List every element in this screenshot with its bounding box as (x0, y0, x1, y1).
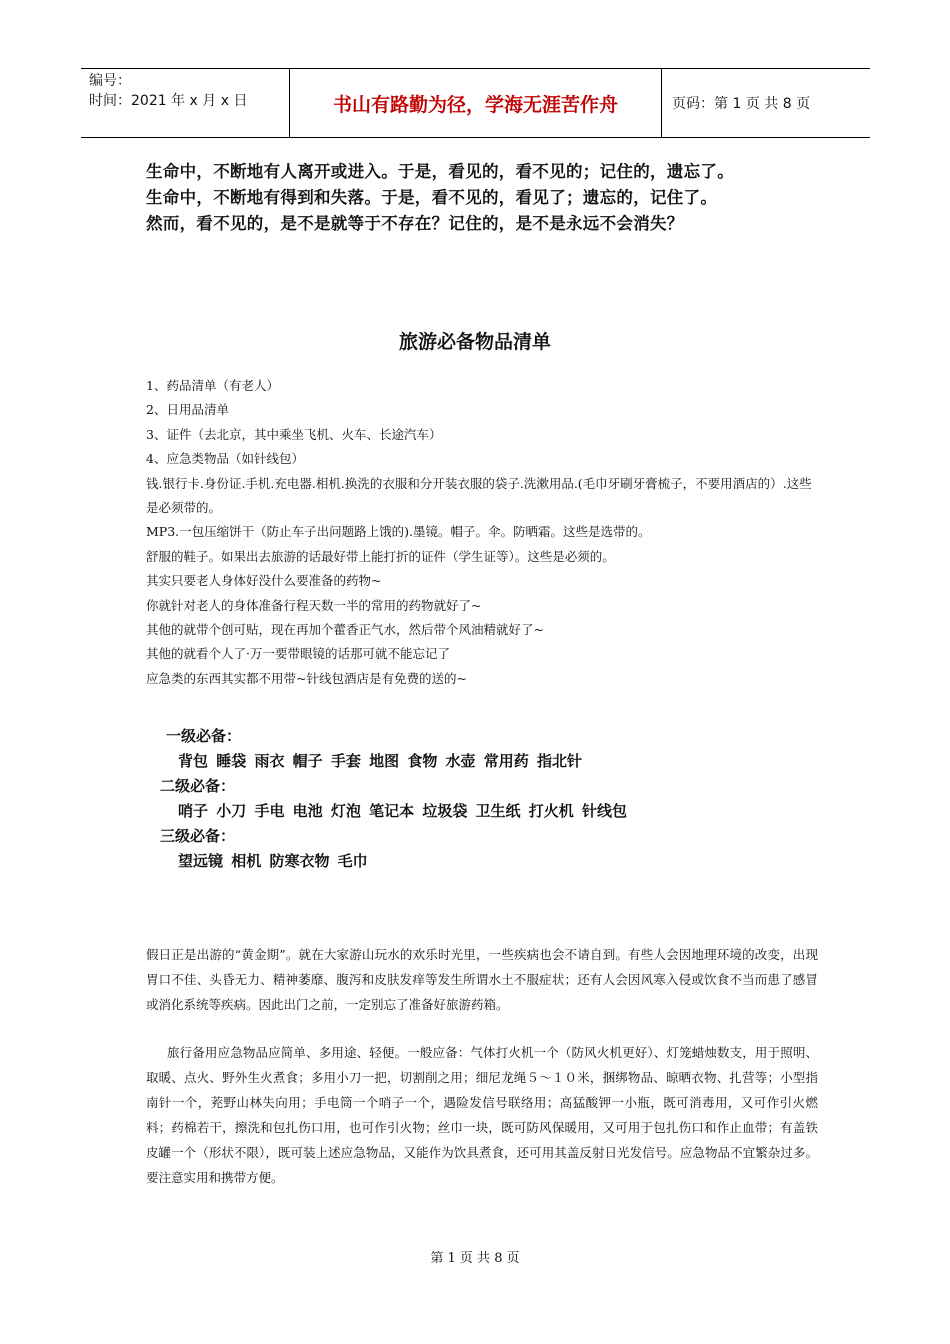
header-motto: 书山有路勤为径，学海无涯苦作舟 (290, 69, 662, 137)
quote-line: 生命中，不断地有得到和失落。于是，看不见的，看见了；遗忘的，记住了。 (146, 188, 718, 207)
level-two-label: 二级必备： (160, 777, 236, 795)
paragraph-holiday-health: 假日正是出游的“黄金期”。就在大家游山玩水的欢乐时光里，一些疾病也会不请自到。有些人会因地理环境的改变，出现胃口不佳、头昏无力、精神萎靡、腹泻和皮肤发痒等发生所谓水土不服症状；还有人会因风寒入侵或饮食不当而患了感冒或消化系统等疾病。因此出门之前，一定别忘了准备好旅游药箱。 (146, 947, 818, 1012)
quote-line: 然而，看不见的，是不是就等于不存在？记住的，是不是永远不会消失？ (146, 214, 684, 233)
list-item: MP3.一包压缩饼干（防止车子出问题路上饿的).墨镜。帽子。伞。防晒霜。这些是选带的。 (146, 524, 651, 540)
level-one-items: 背包 睡袋 雨衣 帽子 手套 地图 食物 水壶 常用药 指北针 (178, 752, 583, 770)
list-item: 钱.银行卡.身份证.手机.充电器.相机.换洗的衣服和分开装衣服的袋子.洗漱用品.(毛巾牙刷牙膏梳子，不要用酒店的）.这些是必须带的。 (146, 475, 812, 516)
level-one-label: 一级必备： (166, 727, 242, 745)
level-two-items: 哨子 小刀 手电 电池 灯泡 笔记本 垃圾袋 卫生纸 打火机 针线包 (178, 802, 628, 820)
list-item: 你就针对老人的身体准备行程天数一半的常用的药物就好了~ (146, 597, 482, 613)
list-item: 4、应急类物品（如针线包） (146, 451, 304, 467)
paragraph-emergency-items: 旅行备用应急物品应简单、多用途、轻便。一般应备：气体打火机一个（防风火机更好）、灯笼蜡烛数支，用于照明、取暖、点火、野外生火煮食；多用小刀一把，切割削之用；细尼龙绳５～１０米，捆绑物品、晾晒衣物、扎营等；小型指南针一个，茺野山林失向用；手电筒一个哨子一个，遇险发信号联络用；高猛酸钾一小瓶，既可消毒用，又可作引火燃料；药棉若干，擦洗和包扎伤口用，也可作引火物；丝巾一块，既可防风保暖用，又可用于包扎伤口和作止血带；有盖铁皮罐一个（形状不限），既可装上述应急物品，又能作为饮具煮食，还可用其盖反射日光发信号。应急物品不宜繁杂过多。要注意实用和携带方便。 (146, 1045, 818, 1185)
checklist-section (146, 374, 816, 691)
list-item: 2、日用品清单 (146, 402, 229, 418)
essentials-levels (160, 724, 627, 874)
level-three-label: 三级必备： (160, 827, 236, 845)
list-item: 其他的就带个创可贴，现在再加个藿香正气水，然后带个风油精就好了~ (146, 622, 544, 638)
opening-quote (146, 159, 734, 237)
level-three-items: 望远镜 相机 防寒衣物 毛巾 (178, 852, 368, 870)
list-item: 其实只要老人身体好没什么要准备的药物~ (146, 573, 382, 589)
header-time-label: 时间：2021 年 x 月 x 日 (89, 93, 248, 109)
list-item: 舒服的鞋子。如果出去旅游的话最好带上能打折的证件（学生证等）。这些是必须的。 (146, 548, 615, 564)
header-meta (81, 69, 290, 137)
page-footer: 第 1 页 共 8 页 (430, 1251, 520, 1266)
header-page-info: 页码：第 1 页 共 8 页 (672, 96, 811, 112)
list-item: 1、药品清单（有老人） (146, 378, 279, 393)
header-number-label: 编号： (89, 73, 131, 89)
list-item: 3、证件（去北京，其中乘坐飞机、火车、长途汽车） (146, 426, 442, 442)
list-item: 应急类的东西其实都不用带~针线包酒店是有免费的送的~ (146, 670, 467, 686)
list-item: 其他的就看个人了·万一要带眼镜的话那可就不能忘记了 (146, 646, 450, 662)
page-header (81, 68, 870, 138)
document-title: 旅游必备物品清单 (398, 331, 551, 353)
quote-line: 生命中，不断地有人离开或进入。于是，看见的，看不见的；记住的，遗忘了。 (146, 162, 734, 181)
